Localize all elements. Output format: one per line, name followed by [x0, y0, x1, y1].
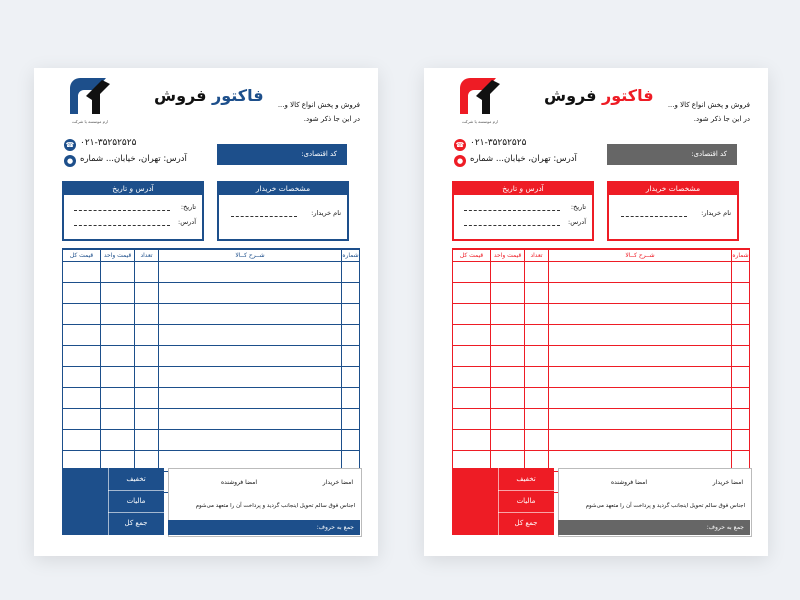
- table-cell[interactable]: [101, 283, 135, 304]
- table-cell[interactable]: [63, 346, 101, 367]
- phone-icon: ☎: [65, 141, 75, 149]
- table-cell[interactable]: [159, 346, 342, 367]
- date-label: تاریخ:: [570, 203, 586, 211]
- date-line: [74, 210, 170, 211]
- table-cell[interactable]: [525, 409, 549, 430]
- title-main: فروش: [154, 86, 207, 105]
- table-cell[interactable]: [549, 409, 732, 430]
- table-cell[interactable]: [525, 304, 549, 325]
- table-cell[interactable]: [159, 325, 342, 346]
- table-row: [63, 304, 360, 325]
- table-cell[interactable]: [549, 388, 732, 409]
- title-accent: فاکتور: [602, 86, 654, 105]
- subtitle-line-2: در این جا ذکر شود.: [693, 115, 750, 123]
- table-row: [63, 430, 360, 451]
- table-row: [63, 346, 360, 367]
- in-words-label: جمع به حروف:: [706, 524, 744, 531]
- table-cell[interactable]: [491, 346, 525, 367]
- col-row-number: شماره: [342, 249, 360, 262]
- in-words-label: جمع به حروف:: [316, 524, 354, 531]
- table-cell[interactable]: [732, 367, 750, 388]
- table-cell[interactable]: [63, 409, 101, 430]
- tax-label: مالیات: [108, 490, 164, 513]
- totals-block: [452, 468, 554, 535]
- table-cell[interactable]: [525, 367, 549, 388]
- in-words-bar: [168, 520, 360, 535]
- buyer-signature-label: امضا خریدار: [322, 479, 353, 486]
- table-cell[interactable]: [101, 388, 135, 409]
- subtitle: [274, 98, 360, 126]
- grand-total-label: جمع کل: [514, 519, 538, 527]
- seller-signature-label: امضا فروشنده: [610, 479, 647, 486]
- table-cell[interactable]: [525, 430, 549, 451]
- table-cell[interactable]: [732, 388, 750, 409]
- table-cell[interactable]: [549, 430, 732, 451]
- table-row: [63, 388, 360, 409]
- seller-signature-label: امضا فروشنده: [220, 479, 257, 486]
- table-cell[interactable]: [159, 430, 342, 451]
- col-qty: تعداد: [135, 249, 159, 262]
- logo-caption: ارم موسسه یا شرکت: [71, 119, 109, 124]
- table-cell[interactable]: [159, 304, 342, 325]
- col-description: شــرح کــالا: [159, 249, 342, 262]
- table-cell[interactable]: [342, 283, 360, 304]
- table-cell[interactable]: [135, 388, 159, 409]
- grand-total-label: جمع کل: [124, 519, 148, 527]
- table-row: [453, 367, 750, 388]
- table-cell[interactable]: [342, 346, 360, 367]
- table-cell[interactable]: [732, 430, 750, 451]
- table-row: [63, 262, 360, 283]
- table-row: [453, 346, 750, 367]
- discount-label: تخفیف: [498, 468, 554, 491]
- table-cell[interactable]: [453, 430, 491, 451]
- table-cell[interactable]: [342, 325, 360, 346]
- table-cell[interactable]: [101, 325, 135, 346]
- table-cell[interactable]: [453, 325, 491, 346]
- table-cell[interactable]: [525, 262, 549, 283]
- table-cell[interactable]: [732, 346, 750, 367]
- table-cell[interactable]: [453, 262, 491, 283]
- table-row: [63, 283, 360, 304]
- address-line: آدرس: تهران، خیابان... شماره: [470, 154, 577, 164]
- address-date-box: [452, 181, 594, 241]
- table-cell[interactable]: [342, 304, 360, 325]
- table-cell[interactable]: [342, 409, 360, 430]
- table-cell[interactable]: [63, 262, 101, 283]
- economic-code-label: کد اقتصادی:: [301, 150, 337, 158]
- table-row: [63, 325, 360, 346]
- table-cell[interactable]: [732, 325, 750, 346]
- address-label: آدرس:: [568, 218, 586, 226]
- table-cell[interactable]: [342, 388, 360, 409]
- table-cell[interactable]: [549, 325, 732, 346]
- table-cell[interactable]: [135, 430, 159, 451]
- table-cell[interactable]: [101, 262, 135, 283]
- table-cell[interactable]: [135, 367, 159, 388]
- table-cell[interactable]: [491, 367, 525, 388]
- table-cell[interactable]: [453, 346, 491, 367]
- table-cell[interactable]: [732, 283, 750, 304]
- col-row-number: شماره: [732, 249, 750, 262]
- table-cell[interactable]: [101, 304, 135, 325]
- table-cell[interactable]: [549, 367, 732, 388]
- table-cell[interactable]: [63, 325, 101, 346]
- economic-code-label: کد اقتصادی:: [691, 150, 727, 158]
- address-line-field: [74, 225, 170, 226]
- table-cell[interactable]: [342, 367, 360, 388]
- table-cell[interactable]: [63, 388, 101, 409]
- buyer-signature-label: امضا خریدار: [712, 479, 743, 486]
- table-cell[interactable]: [135, 262, 159, 283]
- phone-number: ۰۲۱-۳۵۲۵۲۵۲۵: [80, 138, 137, 148]
- terms-text: اجناس فوق سالم تحویل اینجانب گردید و پرداخت آن را متعهد می‌شوم: [585, 503, 745, 509]
- table-row: [453, 388, 750, 409]
- table-row: [453, 325, 750, 346]
- items-table-header: [63, 249, 360, 262]
- table-row: [453, 430, 750, 451]
- table-cell[interactable]: [491, 409, 525, 430]
- table-cell[interactable]: [342, 262, 360, 283]
- table-cell[interactable]: [63, 430, 101, 451]
- address-box-title: آدرس و تاریخ: [64, 183, 202, 195]
- subtitle-line-1: فروش و پخش انواع کالا و...: [667, 101, 750, 109]
- table-row: [453, 304, 750, 325]
- table-cell[interactable]: [525, 346, 549, 367]
- table-cell[interactable]: [135, 283, 159, 304]
- address-line: آدرس: تهران، خیابان... شماره: [80, 154, 187, 164]
- company-logo-icon: [454, 74, 504, 118]
- table-cell[interactable]: [732, 409, 750, 430]
- table-cell[interactable]: [453, 304, 491, 325]
- address-date-box: [62, 181, 204, 241]
- table-cell[interactable]: [453, 388, 491, 409]
- subtitle: [664, 98, 750, 126]
- table-cell[interactable]: [453, 283, 491, 304]
- table-cell[interactable]: [491, 283, 525, 304]
- discount-label: تخفیف: [108, 468, 164, 491]
- phone-icon: ☎: [455, 141, 465, 149]
- invoice-title: [544, 86, 654, 105]
- tax-label: مالیات: [498, 490, 554, 513]
- table-cell[interactable]: [453, 367, 491, 388]
- title-main: فروش: [544, 86, 597, 105]
- table-cell[interactable]: [549, 262, 732, 283]
- buyer-info-box: [217, 181, 349, 241]
- table-cell[interactable]: [491, 430, 525, 451]
- table-cell[interactable]: [525, 283, 549, 304]
- col-total-price: قیمت کل: [453, 249, 491, 262]
- table-cell[interactable]: [135, 304, 159, 325]
- col-unit-price: قیمت واحد: [101, 249, 135, 262]
- date-label: تاریخ:: [180, 203, 196, 211]
- col-total-price: قیمت کل: [63, 249, 101, 262]
- table-row: [453, 409, 750, 430]
- table-cell[interactable]: [549, 304, 732, 325]
- table-cell[interactable]: [549, 283, 732, 304]
- table-row: [63, 367, 360, 388]
- table-cell[interactable]: [491, 262, 525, 283]
- address-line-field: [464, 225, 560, 226]
- invoice-title: [154, 86, 264, 105]
- address-box-title: آدرس و تاریخ: [454, 183, 592, 195]
- table-cell[interactable]: [135, 346, 159, 367]
- table-cell[interactable]: [101, 346, 135, 367]
- buyer-box-title: مشخصات خریدار: [219, 183, 347, 195]
- table-row: [63, 409, 360, 430]
- table-cell[interactable]: [491, 325, 525, 346]
- company-logo-icon: [64, 74, 114, 118]
- items-table: [62, 248, 360, 493]
- items-table-header: [453, 249, 750, 262]
- location-pin-icon: ●: [64, 155, 76, 167]
- table-cell[interactable]: [525, 388, 549, 409]
- table-cell[interactable]: [101, 430, 135, 451]
- table-cell[interactable]: [159, 367, 342, 388]
- table-cell[interactable]: [63, 304, 101, 325]
- table-cell[interactable]: [101, 367, 135, 388]
- address-label: آدرس:: [178, 218, 196, 226]
- in-words-bar: [558, 520, 750, 535]
- invoice-sheet-red: [424, 68, 768, 556]
- col-description: شــرح کــالا: [549, 249, 732, 262]
- table-cell[interactable]: [159, 262, 342, 283]
- table-cell[interactable]: [491, 388, 525, 409]
- table-cell[interactable]: [732, 262, 750, 283]
- logo-caption: ارم موسسه یا شرکت: [461, 119, 499, 124]
- table-cell[interactable]: [101, 409, 135, 430]
- table-cell[interactable]: [549, 346, 732, 367]
- subtitle-line-1: فروش و پخش انواع کالا و...: [277, 101, 360, 109]
- totals-block: [62, 468, 164, 535]
- buyer-box-title: مشخصات خریدار: [609, 183, 737, 195]
- location-pin-icon: ●: [454, 155, 466, 167]
- table-cell[interactable]: [525, 325, 549, 346]
- invoice-sheet-blue: [34, 68, 378, 556]
- table-cell[interactable]: [135, 409, 159, 430]
- terms-text: اجناس فوق سالم تحویل اینجانب گردید و پرداخت آن را متعهد می‌شوم: [195, 503, 355, 509]
- table-cell[interactable]: [159, 388, 342, 409]
- date-line: [464, 210, 560, 211]
- table-cell[interactable]: [453, 409, 491, 430]
- col-unit-price: قیمت واحد: [491, 249, 525, 262]
- table-cell[interactable]: [342, 430, 360, 451]
- table-cell[interactable]: [491, 304, 525, 325]
- table-cell[interactable]: [63, 283, 101, 304]
- buyer-name-label: نام خریدار:: [311, 209, 341, 217]
- table-cell[interactable]: [159, 409, 342, 430]
- subtitle-line-2: در این جا ذکر شود.: [303, 115, 360, 123]
- table-cell[interactable]: [732, 304, 750, 325]
- buyer-info-box: [607, 181, 739, 241]
- buyer-name-label: نام خریدار:: [701, 209, 731, 217]
- table-cell[interactable]: [63, 367, 101, 388]
- table-row: [453, 262, 750, 283]
- table-cell[interactable]: [159, 283, 342, 304]
- col-qty: تعداد: [525, 249, 549, 262]
- phone-number: ۰۲۱-۳۵۲۵۲۵۲۵: [470, 138, 527, 148]
- table-row: [453, 283, 750, 304]
- buyer-name-line: [231, 216, 297, 217]
- title-accent: فاکتور: [212, 86, 264, 105]
- table-cell[interactable]: [135, 325, 159, 346]
- items-table: [452, 248, 750, 493]
- buyer-name-line: [621, 216, 687, 217]
